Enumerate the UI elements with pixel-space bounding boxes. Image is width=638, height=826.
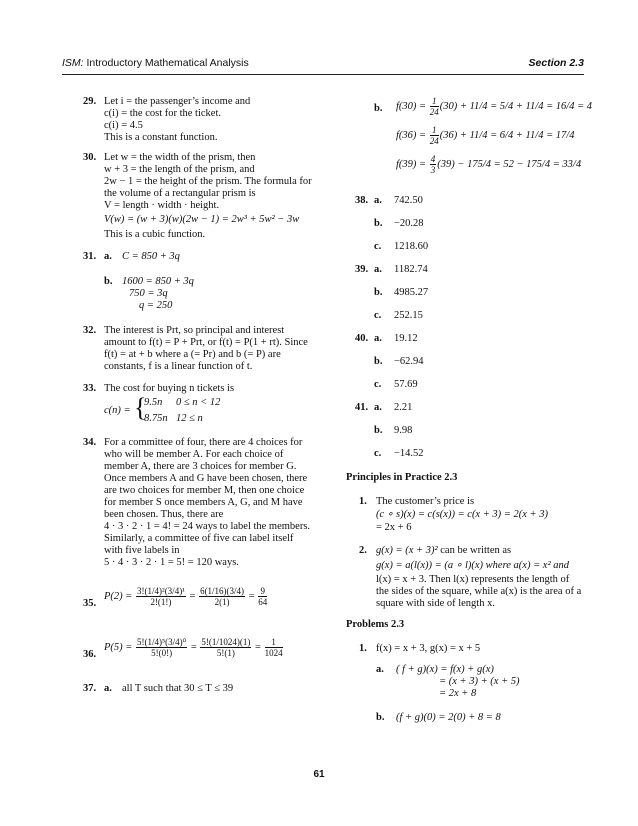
text-line: amount to f(t) = P + Prt, or f(t) = P(1 + rt). Since bbox=[104, 337, 308, 348]
text-line: Similarly, a committee of five can label itself bbox=[104, 533, 294, 544]
equation-lhs: P(5) = bbox=[104, 641, 133, 653]
piecewise-range: 0 ≤ n < 12 bbox=[176, 397, 221, 408]
problem-number: 33. bbox=[83, 383, 97, 394]
equation: 1600 = 850 + 3q bbox=[122, 276, 194, 287]
text-line: c(i) = 4.5 bbox=[104, 120, 143, 131]
answer-value: 252.15 bbox=[394, 310, 423, 321]
part-label: b. bbox=[104, 276, 113, 287]
text-line: This is a constant function. bbox=[104, 132, 218, 143]
text-line: f(x) = x + 3, g(x) = x + 5 bbox=[376, 643, 481, 654]
text-line: The cost for buying n tickets is bbox=[104, 383, 235, 394]
text-line: w + 3 = the length of the prism, and bbox=[104, 164, 255, 175]
text-line: For a committee of four, there are 4 choices for bbox=[104, 437, 303, 448]
page-number: 61 bbox=[313, 769, 325, 780]
section-heading: Problems 2.3 bbox=[346, 619, 405, 630]
equation: = (x + 3) + (x + 5) bbox=[439, 676, 520, 687]
probability-equation: P(5) = $\frac{\text{5!(1/4)⁵(3/4)⁰}}{5!(0!)}$ = $\frac{5!(1/1024)(1)}{5!(1)}$ = $\frac{1}{1024}$ bbox=[104, 637, 283, 658]
fraction: $\frac{5!(1/1024)(1)}{5!(1)}$ bbox=[201, 637, 251, 658]
header-rule bbox=[62, 74, 584, 75]
text-line: 5 · 4 · 3 · 2 · 1 = 5! = 120 ways. bbox=[104, 557, 239, 568]
part-label: a. bbox=[374, 195, 382, 206]
fraction: $\frac{1}{1024}$ bbox=[264, 637, 283, 658]
equation: q = 250 bbox=[139, 300, 173, 311]
piecewise-case: 9.5n bbox=[144, 397, 163, 408]
problem-number: 2. bbox=[359, 545, 367, 556]
problem-number: 36. bbox=[83, 649, 97, 660]
part-label: c. bbox=[374, 448, 382, 459]
problem-number: 1. bbox=[359, 496, 367, 507]
part-label: b. bbox=[374, 287, 383, 298]
text-line: member A, there are 3 choices for member G. bbox=[104, 461, 297, 472]
problem-number: 34. bbox=[83, 437, 97, 448]
equation: = 2x + 8 bbox=[439, 688, 477, 699]
problem-number: 37. bbox=[83, 683, 97, 694]
text-line: Let w = the width of the prism, then bbox=[104, 152, 256, 163]
text-line: The interest is Prt, so principal and interest bbox=[104, 325, 285, 336]
text-line: The customer’s price is bbox=[376, 496, 475, 507]
book-abbrev: ISM: bbox=[62, 57, 84, 69]
running-header-section: Section 2.3 bbox=[528, 57, 584, 69]
problem-number: 30. bbox=[83, 152, 97, 163]
answer-value: −14.52 bbox=[394, 448, 424, 459]
part-label: c. bbox=[374, 241, 382, 252]
text-line: for member S once members A, G, and M have bbox=[104, 497, 303, 508]
text-line: c(i) = the cost for the ticket. bbox=[104, 108, 222, 119]
running-header-title bbox=[62, 57, 249, 69]
answer-value: −62.94 bbox=[394, 356, 424, 367]
brace-symbol: { bbox=[134, 393, 147, 422]
problem-number: 31. bbox=[83, 251, 97, 262]
equation: f(39) = $\frac{4}{3}$ (39) − 175/4 = 52 − 175/4 = 33/4 bbox=[396, 154, 582, 175]
equation: (c ∘ s)(x) = c(s(x)) = c(x + 3) = 2(x + 3) bbox=[376, 509, 549, 520]
section-heading: Principles in Practice 2.3 bbox=[346, 472, 458, 483]
piecewise-lhs: c(n) = bbox=[104, 405, 131, 416]
probability-equation: P(2) = $\frac{\text{3!(1/4)²(3/4)¹}}{2!(1!)}$ = $\frac{6(1/16)(3/4)}{2(1)}$ = $\frac{9}{64}$ bbox=[104, 586, 268, 607]
text-line: This is a cubic function. bbox=[104, 229, 206, 240]
problem-number: 1. bbox=[359, 643, 367, 654]
fraction: $\frac{6(1/16)(3/4)}{2(1)}$ bbox=[200, 586, 245, 607]
answer-value: 19.12 bbox=[394, 333, 418, 344]
text-line: the sides of the square, while a(x) is the area of a bbox=[376, 586, 582, 597]
text-line: with five labels in bbox=[104, 545, 180, 556]
part-label: b. bbox=[374, 356, 383, 367]
piecewise-range: 12 ≤ n bbox=[176, 413, 203, 424]
text-line: g(x) = (x + 3)² can be written as bbox=[376, 545, 512, 556]
equation: f(30) = $\frac{1}{24}$ (30) + 11/4 = 5/4 + 11/4 = 16/4 = 4 bbox=[396, 96, 593, 117]
equation: g(x) = a(l(x)) = (a ∘ l)(x) where a(x) = x² and bbox=[376, 560, 569, 571]
text-line: all T such that 30 ≤ T ≤ 39 bbox=[122, 683, 234, 694]
text-line: 4 · 3 · 2 · 1 = 4! = 24 ways to label the members. bbox=[104, 521, 311, 532]
problem-number: 41. bbox=[355, 402, 369, 413]
equation: 750 = 3q bbox=[129, 288, 168, 299]
fraction: $\frac{\text{5!(1/4)⁵(3/4)⁰}}{5!(0!)}$ bbox=[137, 637, 187, 658]
text-line: Once members A and G have been chosen, there bbox=[104, 473, 308, 484]
book-title: Introductory Mathematical Analysis bbox=[83, 57, 249, 69]
equation-lhs: P(2) = bbox=[104, 590, 133, 602]
answer-value: −20.28 bbox=[394, 218, 424, 229]
text-line: f(t) = at + b where a (= Pr) and b (= P) are bbox=[104, 349, 281, 360]
answer-value: 2.21 bbox=[394, 402, 413, 413]
problem-number: 38. bbox=[355, 195, 369, 206]
equation: = 2x + 6 bbox=[376, 522, 412, 533]
part-label: b. bbox=[376, 712, 385, 723]
part-label: a. bbox=[374, 264, 382, 275]
part-label: a. bbox=[104, 683, 112, 694]
fraction: $\frac{\text{3!(1/4)²(3/4)¹}}{2!(1!)}$ bbox=[137, 586, 185, 607]
text-line: are two choices for member M, then one choice bbox=[104, 485, 305, 496]
text-line: square with side of length x. bbox=[376, 598, 495, 609]
text-line: who will be member A. For each choice of bbox=[104, 449, 284, 460]
answer-value: 1218.60 bbox=[394, 241, 429, 252]
piecewise-case: 8.75n bbox=[144, 413, 168, 424]
equation: f(36) = $\frac{1}{24}$ (36) + 11/4 = 6/4 + 11/4 = 17/4 bbox=[396, 125, 575, 146]
problem-number: 32. bbox=[83, 325, 97, 336]
answer-value: 9.98 bbox=[394, 425, 413, 436]
part-label: a. bbox=[374, 402, 382, 413]
text-line: constants, f is a linear function of t. bbox=[104, 361, 253, 372]
text-line: V = length · width · height. bbox=[104, 200, 220, 211]
problem-number: 35. bbox=[83, 598, 97, 609]
answer-value: 4985.27 bbox=[394, 287, 429, 298]
answer-value: 742.50 bbox=[394, 195, 423, 206]
text-line: 2w − 1 = the height of the prism. The formula for bbox=[104, 176, 312, 187]
text-line: the volume of a rectangular prism is bbox=[104, 188, 256, 199]
part-label: c. bbox=[374, 379, 382, 390]
part-label: b. bbox=[374, 218, 383, 229]
equation: C = 850 + 3q bbox=[122, 251, 180, 262]
part-label: a. bbox=[374, 333, 382, 344]
equation: ( f + g)(x) = f(x) + g(x) bbox=[396, 664, 494, 675]
problem-number: 40. bbox=[355, 333, 369, 344]
fraction: $\frac{9}{64}$ bbox=[258, 586, 268, 607]
problem-number: 39. bbox=[355, 264, 369, 275]
equation: (f + g)(0) = 2(0) + 8 = 8 bbox=[396, 712, 501, 723]
text-line: been chosen. Thus, there are bbox=[104, 509, 224, 520]
part-label: c. bbox=[374, 310, 382, 321]
part-label: a. bbox=[104, 251, 112, 262]
text-line: Let i = the passenger’s income and bbox=[104, 96, 251, 107]
answer-value: 1182.74 bbox=[394, 264, 428, 275]
part-label: b. bbox=[374, 425, 383, 436]
part-label: b. bbox=[374, 103, 383, 114]
part-label: a. bbox=[376, 664, 384, 675]
problem-number: 29. bbox=[83, 96, 97, 107]
equation: V(w) = (w + 3)(w)(2w − 1) = 2w³ + 5w² − 3w bbox=[104, 214, 300, 225]
text-line: l(x) = x + 3. Then l(x) represents the length of bbox=[376, 574, 570, 585]
answer-value: 57.69 bbox=[394, 379, 418, 390]
